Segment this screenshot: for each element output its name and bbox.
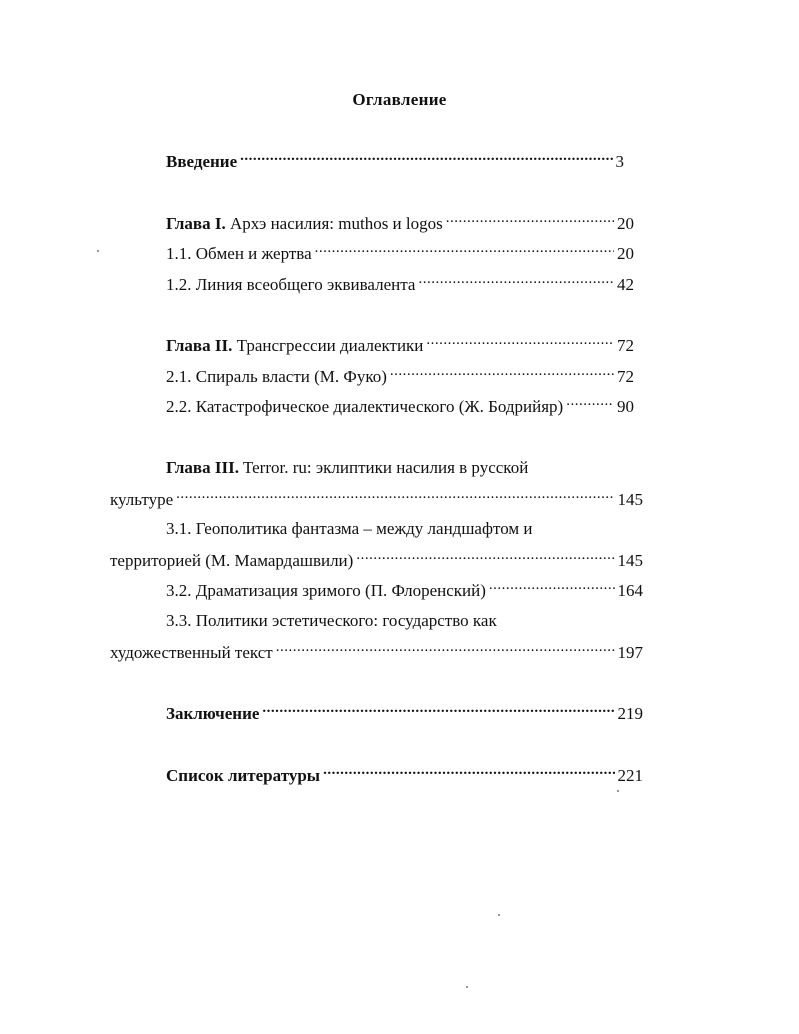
toc-entry-section-3-1-line2	[110, 549, 643, 572]
page-title: Оглавление	[352, 90, 447, 109]
toc-entry-section-1-2	[166, 273, 634, 296]
toc-entry-intro	[166, 150, 624, 173]
dot-leader	[315, 242, 614, 259]
toc-entry-section-3-3-line1: 3.3. Политики эстетического: государство как	[166, 611, 497, 630]
toc-page-number: 197	[617, 643, 643, 662]
chapter-prefix: Глава II.	[166, 336, 233, 355]
toc-page-number: 145	[617, 490, 643, 509]
toc-page-number: 42	[617, 275, 634, 294]
toc-entry-chapter-1	[166, 212, 634, 235]
toc-page-number: 221	[617, 766, 643, 785]
toc-label: Список литературы	[166, 766, 321, 785]
toc-label: 3.2. Драматизация зримого (П. Флоренский)	[166, 581, 486, 600]
dot-leader	[323, 764, 614, 781]
toc-entry-bibliography	[166, 764, 643, 787]
toc-entry-chapter-3-line2	[110, 488, 643, 511]
toc-label: культуре	[110, 490, 174, 509]
dot-leader	[240, 150, 612, 167]
chapter-prefix: Глава I.	[166, 214, 226, 233]
scan-speck	[617, 790, 619, 792]
toc-label: 1.2. Линия всеобщего эквивалента	[166, 275, 416, 294]
toc-label: Заключение	[166, 704, 260, 723]
toc-label: Terror. ru: эклиптики насилия в русской	[242, 458, 529, 477]
toc-label: Архэ насилия: muthos и logos	[229, 214, 443, 233]
toc-label: Трансгрессии диалектики	[236, 336, 424, 355]
toc-entry-section-3-3-line2	[110, 641, 643, 664]
scan-speck	[97, 250, 99, 252]
toc-page-number: 72	[617, 367, 634, 386]
toc-page-number: 145	[617, 551, 643, 570]
toc-entry-section-2-2	[166, 395, 634, 418]
toc-entry-section-3-1-line1: 3.1. Геополитика фантазма – между ландшафтом и	[166, 519, 533, 538]
toc-entry-section-3-2	[166, 579, 643, 602]
toc-entry-conclusion	[166, 702, 643, 725]
toc-label: 2.2. Катастрофическое диалектического (Ж. Бодрийяр)	[166, 397, 564, 416]
toc-entry-section-2-1	[166, 365, 634, 388]
chapter-prefix: Глава III.	[166, 458, 239, 477]
toc-entry-chapter-2	[166, 334, 634, 357]
dot-leader	[489, 579, 615, 596]
dot-leader	[446, 212, 614, 229]
dot-leader	[390, 365, 614, 382]
toc-page-number: 20	[617, 214, 634, 233]
dot-leader	[276, 641, 615, 658]
toc-label: художественный текст	[110, 643, 273, 662]
toc-page-number: 164	[617, 581, 643, 600]
dot-leader	[426, 334, 614, 351]
toc-page-number: 20	[617, 244, 634, 263]
toc-entry-section-1-1	[166, 242, 634, 265]
dot-leader	[176, 488, 614, 505]
scan-speck	[498, 914, 500, 916]
toc-label: 2.1. Спираль власти (М. Фуко)	[166, 367, 387, 386]
toc-page-number: 3	[615, 152, 624, 171]
dot-leader	[566, 395, 614, 412]
toc-page-number: 72	[617, 336, 634, 355]
dot-leader	[418, 273, 614, 290]
toc-label: территорией (М. Мамардашвили)	[110, 551, 354, 570]
toc-label: Введение	[166, 152, 238, 171]
toc-page-number: 90	[617, 397, 634, 416]
toc-entry-chapter-3-line1	[166, 457, 528, 479]
toc-label: 1.1. Обмен и жертва	[166, 244, 312, 263]
scan-speck	[466, 986, 468, 988]
toc-page-number: 219	[617, 704, 643, 723]
dot-leader	[262, 702, 614, 719]
dot-leader	[356, 549, 614, 566]
